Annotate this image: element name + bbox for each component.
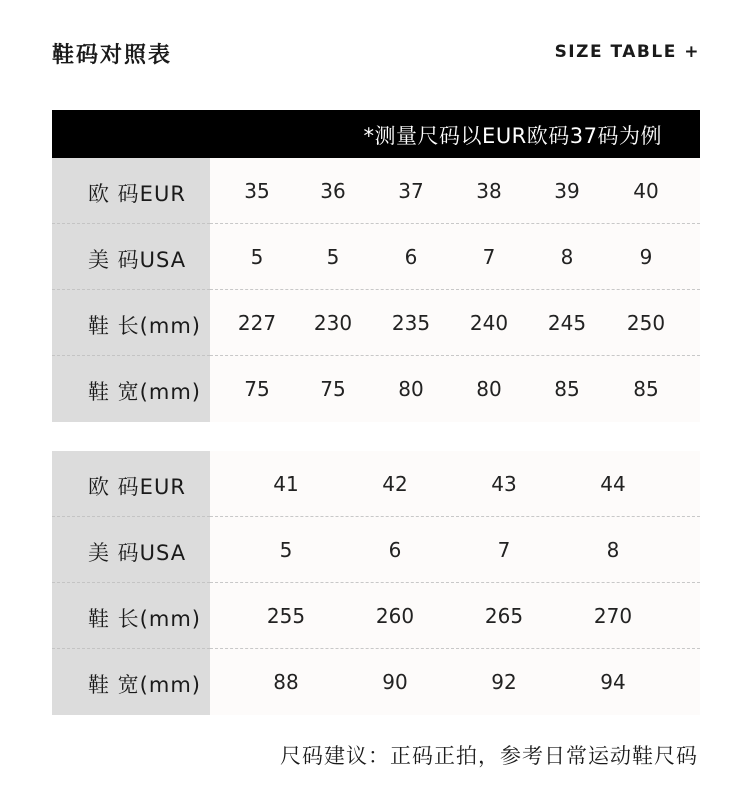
row-label-cell [52,583,210,649]
table-cell: 265 [484,604,524,628]
table-cell: 250 [626,311,666,335]
table-cell: 85 [633,377,659,401]
table-row [52,158,700,224]
table-cell: 44 [600,472,626,496]
table-cell: 240 [469,311,509,335]
table-cell: 36 [320,179,346,203]
size-table-35-40 [52,158,700,422]
table-cell: 94 [600,670,626,694]
row-label-cell [52,517,210,583]
table-cell: 38 [476,179,502,203]
table-cell: 43 [491,472,517,496]
table-cell: 5 [326,245,340,269]
row-label-cell [52,290,210,356]
table-cell: 6 [404,245,418,269]
row-label: 鞋 宽(mm) [88,673,201,697]
measurement-banner [52,110,700,158]
table-cell: 80 [476,377,502,401]
table-row [52,356,700,422]
table-cell: 35 [244,179,270,203]
table-cell: 255 [266,604,306,628]
table-cell: 75 [320,377,346,401]
table-cell: 6 [388,538,402,562]
table-cell: 5 [250,245,264,269]
table-cell: 7 [482,245,496,269]
table-cell: 80 [398,377,424,401]
row-label: 鞋 长(mm) [88,607,201,631]
table-cell: 7 [497,538,511,562]
row-label-cell [52,158,210,224]
row-label-cell [52,649,210,715]
size-table-41-44 [52,451,700,715]
table-cell: 260 [375,604,415,628]
banner-text: *测量尺码以EUR欧码37码为例 [363,124,662,148]
header [52,38,700,74]
table-cell: 235 [391,311,431,335]
table-cell: 85 [554,377,580,401]
table-row [52,583,700,649]
row-label: 鞋 长(mm) [88,314,201,338]
table-cell: 227 [237,311,277,335]
table-cell: 9 [639,245,653,269]
row-label-cell [52,451,210,517]
table-row [52,224,700,290]
row-label: 欧 码EUR [88,182,186,206]
row-label: 鞋 宽(mm) [88,380,201,404]
table-cell: 245 [547,311,587,335]
page-title: 鞋码对照表 [52,43,173,68]
table-cell: 270 [593,604,633,628]
table-cell: 230 [313,311,353,335]
table-row [52,517,700,583]
row-label: 美 码USA [88,248,187,272]
table-cell: 40 [633,179,659,203]
table-cell: 37 [398,179,424,203]
table-cell: 8 [606,538,620,562]
table-cell: 42 [382,472,408,496]
table-cell: 41 [273,472,299,496]
table-cell: 92 [491,670,517,694]
table-row [52,451,700,517]
row-label: 欧 码EUR [88,475,186,499]
row-label-cell [52,224,210,290]
table-cell: 5 [279,538,293,562]
table-row [52,649,700,715]
table-row [52,290,700,356]
row-label-cell [52,356,210,422]
table-cell: 39 [554,179,580,203]
table-cell: 90 [382,670,408,694]
size-table-subtitle: SIZE TABLE + [554,42,700,62]
table-cell: 8 [560,245,574,269]
size-advice-note: 尺码建议：正码正拍，参考日常运动鞋尺码 [280,744,698,768]
table-cell: 75 [244,377,270,401]
row-label: 美 码USA [88,541,187,565]
table-cell: 88 [273,670,299,694]
